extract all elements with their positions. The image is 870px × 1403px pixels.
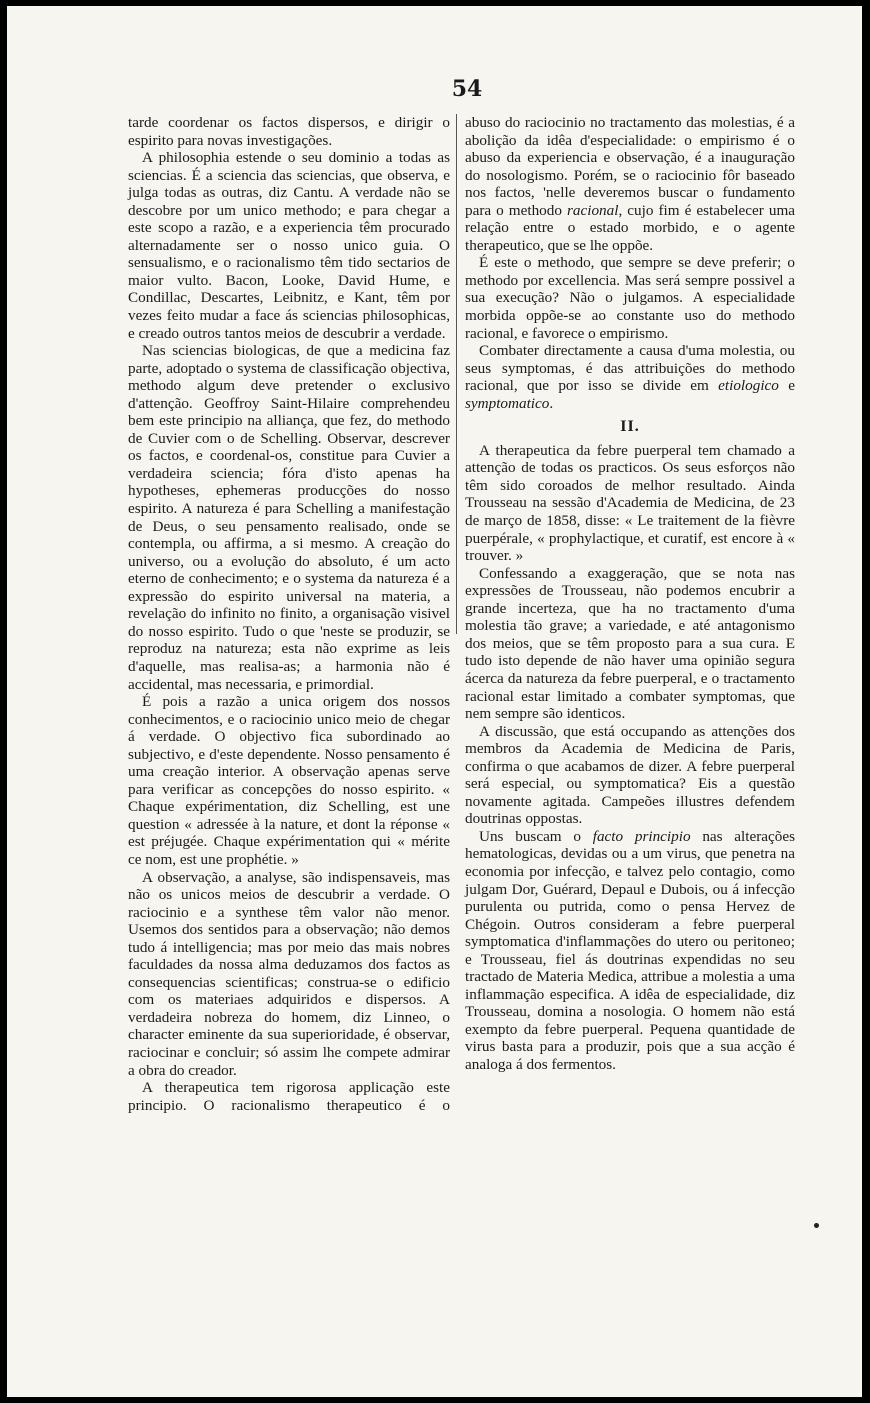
italic-term: symptomatico	[465, 394, 550, 412]
text-run: Uns buscam o	[479, 827, 581, 845]
paragraph: A philosophia estende o seu dominio a todas as sciencias. É a sciencia das sciencias, que observa, e julga todas as outras, diz Cantu. A verdade não se descobre por um unico methodo; e para chegar a este scopo a razão, e a experiencia têm procurado alternadamente ser o nosso unico guia. O sensualismo, e o racionalismo têm tido sectarios de maior vulto. Bacon, Looke, David Hume, e Condillac, Descartes, Leibnitz, e Kant, têm por vezes feito mudar a face ás sciencias philosophicas, e creado outros tantos meios de descubrir a verdade.	[128, 149, 450, 342]
column-divider	[456, 114, 457, 634]
paragraph: A therapeutica tem rigorosa applicação este principio. O racionalismo therapeutico é o	[128, 1079, 450, 1114]
book-page	[7, 6, 862, 1397]
paragraph	[465, 828, 795, 1074]
left-column	[128, 114, 450, 1114]
paragraph: É pois a razão a unica origem dos nossos conhecimentos, e o raciocinio unico meio de chegar á verdade. O objectivo fica subordinado ao subjectivo, e d'este dependente. Nosso pensamento é uma creação interior. A observação apenas serve para verificar as concepções do nosso espirito. « Chaque expérimentation, diz Schelling, est une question « adressée à la nature, et dont la réponse « est préjugée. Chaque expérimentation qui « mérite ce nom, est une prophétie. »	[128, 693, 450, 868]
paragraph: É este o methodo, que sempre se deve preferir; o methodo por excellencia. Mas será sempre possivel a sua execução? Não o julgamos. A especialidade morbida oppõe-se ao constante uso do methodo racional, e favorece o empirismo.	[465, 254, 795, 342]
right-column	[465, 114, 795, 1074]
text-run: nas alterações hematologicas, devidas ou a um virus, que penetra na economia por infecção, e talvez pelo contagio, como julgam Dor, Guérard, Depaul e Dubois, ou á infecção purulenta ou putrida, como o pensa Hervez de Chégoin. Outros consideram a febre puerperal symptomatica d'inflammações do utero ou peritoneo; e Trousseau, fiel ás doutrinas expendidas no seu tractado de Materia Medica, attribue a molestia a uma inflammação especifica. A idêa de especialidade, diz Trousseau, domina a nosologia. O homem não está exempto da febre puerperal. Pequena quantidade de virus basta para a produzir, pois que a sua acção é analoga á dos fermentos.	[465, 827, 796, 1073]
page-number: 54	[451, 76, 483, 102]
paragraph	[465, 342, 795, 412]
italic-term: racional	[567, 201, 619, 219]
text-run: abuso do raciocinio no tractamento das molestias, é a abolição da idêa d'especialidade: o empirismo é o abuso da experiencia e observação, é a inauguração do nosologismo. Porém, se o raciocinio fôr baseado nos factos, 'nelle deveremos buscar o fundamento para o methodo	[465, 114, 795, 219]
paragraph	[465, 114, 795, 254]
paragraph: tarde coordenar os factos dispersos, e dirigir o espirito para novas investigações.	[128, 114, 450, 149]
margin-dot	[814, 1223, 819, 1228]
paragraph: Confessando a exaggeração, que se nota nas expressões de Trousseau, não podemos encubrir a grande incerteza, que ha no tractamento d'uma molestia tão grave; a variedade, e até antagonismo dos meios, que se têm proposto para a sua cura. E tudo isto depende de não haver uma opinião segura ácerca da natureza da febre puerperal, e o tractamento racional estar limitado a combater symptomas, que nem sempre são identicos.	[465, 564, 795, 723]
italic-term: facto principio	[592, 827, 691, 845]
text-run: Combater directamente a causa d'uma molestia, ou seus symptomas, é das attribuições do methodo racional, que por isso se divide em	[465, 342, 795, 395]
paragraph: A therapeutica da febre puerperal tem chamado a attenção de todas os practicos. Os seus esforços não têm sido coroados de melhor resultado. Ainda Trousseau na sessão d'Academia de Medicina, de 23 de março de 1858, disse: « Le traitement de la fièvre puerpérale, « prophylactique, et curatif, est encore à « trouver. »	[465, 441, 795, 565]
paragraph: Nas sciencias biologicas, de que a medicina faz parte, adoptado o systema de classificação objectiva, methodo algum deve pretender o exclusivo d'attenção. Geoffroy Saint-Hilaire comprehendeu bem este principio na alliança, que fez, do methodo de Cuvier com o de Schelling. Observar, descrever os factos, e coordenal-os, constitue para Cuvier a verdadeira sciencia; fóra d'isto apenas ha hypotheses, ephemeras producções do nosso espirito. A natureza é para Schelling a manifestação de Deus, o seu pensamento realisado, onde se contempla, ou affirma, a si mesmo. A creação do universo, ou a evolução do absoluto, é um acto eterno de conhecimento; e o systema da natureza é a expressão do espirito universal na materia, a revelação do infinito no finito, a organisação visivel do nosso espirito. Tudo o que 'neste se produzir, se reproduz na natureza; esta não exprime as leis d'aquelle, mas realisa-as; a harmonia não é accidental, mas necessaria, e primordial.	[128, 342, 450, 693]
text-run: e	[778, 377, 795, 395]
text-run: .	[549, 394, 554, 412]
paragraph: A observação, a analyse, são indispensaveis, mas não os unicos meios de descubrir a verdade. O raciocinio e a synthese têm valor não menor. Usemos dos sentidos para a observação; não demos tudo á intelligencia; mas por meio das mais nobres faculdades da nossa alma deduzamos dos factos as consequencias scientificas; construa-se o edificio com os materiaes adquiridos e dispersos. A verdadeira nobreza do homem, diz Linneo, o character eminente da sua superioridade, é observar, raciocinar e concluir; só assim lhe compete admirar a obra do creador.	[128, 868, 450, 1079]
paragraph: A discussão, que está occupando as attenções dos membros da Academia de Medicina de Paris, confirma o que acabamos de dizer. A febre puerperal será especial, ou symptomatica? Eis a questão novamente agitada. Campeões illustres defendem doutrinas oppostas.	[465, 722, 795, 828]
text-run: , cujo fim é estabelecer uma relação entre o estado morbido, e o agente therapeutico, que se lhe oppõe.	[465, 201, 796, 254]
italic-term: etiologico	[718, 377, 779, 395]
section-heading: II.	[620, 418, 640, 436]
